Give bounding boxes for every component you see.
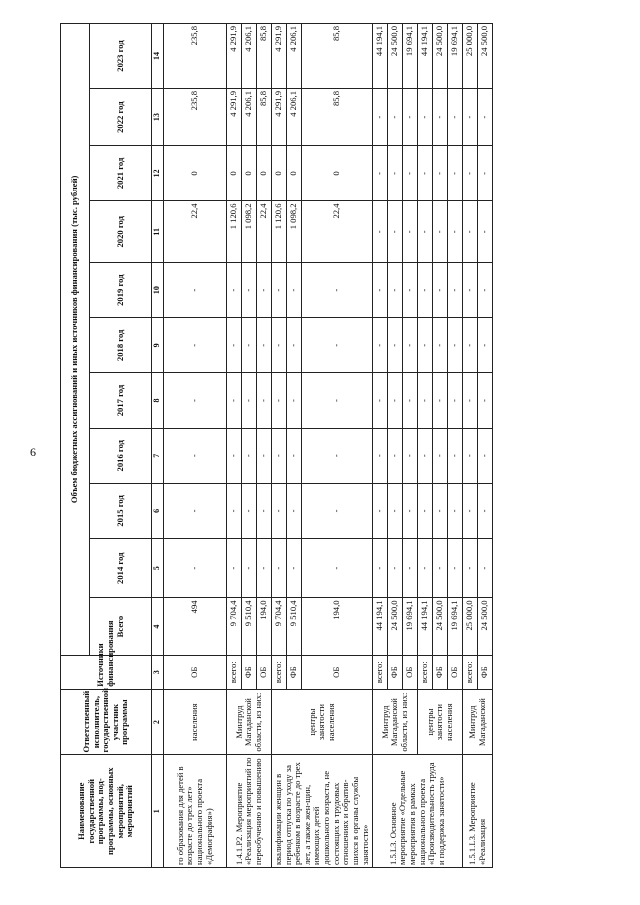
- value-2018: -: [302, 318, 373, 373]
- value-2022: -: [478, 89, 493, 146]
- value-total: 24 500,0: [433, 598, 448, 655]
- value-2018: -: [478, 318, 493, 373]
- measure-name: 1.5.L3. Основное мероприятие «Отдельные мероприятия в рамках национального проекта «Производительность труда и поддержка занятости»: [373, 755, 463, 868]
- value-2016: -: [448, 428, 463, 483]
- executor: Минтруд Магаданской области, из них:: [373, 689, 418, 755]
- measure-name: 1.5.1.L3. Мероприятие «Реализация: [463, 755, 493, 868]
- value-2016: -: [242, 428, 257, 483]
- value-2015: -: [418, 483, 433, 538]
- value-2018: -: [257, 318, 272, 373]
- value-2019: -: [287, 263, 302, 318]
- value-2017: -: [433, 373, 448, 428]
- value-2022: 4 291,9: [227, 89, 242, 146]
- value-2017: -: [287, 373, 302, 428]
- value-2020: -: [433, 201, 448, 263]
- table-row: [373, 24, 388, 868]
- column-number: 6: [152, 483, 164, 538]
- page-number: 6: [30, 445, 36, 459]
- value-2023: 25 000,0: [463, 24, 478, 89]
- value-2018: -: [373, 318, 388, 373]
- value-2019: -: [373, 263, 388, 318]
- value-2014: -: [463, 539, 478, 598]
- value-2021: 0: [257, 146, 272, 201]
- value-2021: -: [373, 146, 388, 201]
- value-2021: -: [433, 146, 448, 201]
- value-total: 19 694,1: [403, 598, 418, 655]
- value-2020: -: [373, 201, 388, 263]
- value-2022: 85,8: [302, 89, 373, 146]
- value-2020: -: [478, 201, 493, 263]
- value-2016: -: [403, 428, 418, 483]
- funding-source: ОБ: [403, 655, 418, 689]
- value-total: 9 510,4: [287, 598, 302, 655]
- column-number: 12: [152, 146, 164, 201]
- value-2017: -: [242, 373, 257, 428]
- value-2023: 19 694,1: [448, 24, 463, 89]
- value-2017: -: [164, 373, 227, 428]
- measure-name: квалификации женщин в период отпуска по уходу за ребенком в возрасте до трех лет, а также жен-щин, имеющих детей дошкольного возраста, не состоящих в трудовых отношениях и обратив-шихся в органы службы занятости»: [272, 755, 373, 868]
- value-2022: -: [433, 89, 448, 146]
- value-2016: -: [373, 428, 388, 483]
- header-year: 2023 год: [90, 24, 152, 89]
- value-2022: 4 291,9: [272, 89, 287, 146]
- value-2020: 1 098,2: [287, 201, 302, 263]
- value-2020: 1 098,2: [242, 201, 257, 263]
- value-2014: -: [164, 539, 227, 598]
- value-total: 24 500,0: [388, 598, 403, 655]
- value-2020: -: [448, 201, 463, 263]
- value-2022: -: [373, 89, 388, 146]
- value-2014: -: [448, 539, 463, 598]
- value-2019: -: [448, 263, 463, 318]
- value-2020: 1 120,6: [272, 201, 287, 263]
- value-2014: -: [403, 539, 418, 598]
- value-2014: -: [433, 539, 448, 598]
- value-2021: -: [388, 146, 403, 201]
- header-year: 2021 год: [90, 146, 152, 201]
- header-year: 2016 год: [90, 428, 152, 483]
- value-2019: -: [302, 263, 373, 318]
- value-2016: -: [164, 428, 227, 483]
- value-total: 194,0: [302, 598, 373, 655]
- value-2022: 85,8: [257, 89, 272, 146]
- value-2020: -: [418, 201, 433, 263]
- header-year: 2020 год: [90, 201, 152, 263]
- funding-source: ФБ: [478, 655, 493, 689]
- executor: населения: [164, 689, 227, 755]
- funding-source: всего:: [227, 655, 242, 689]
- column-number: 5: [152, 539, 164, 598]
- measure-name: 1.4.1.Р2. Мероприятие «Реализация мероприятий по переобучению и повышению: [227, 755, 272, 868]
- value-2016: -: [287, 428, 302, 483]
- funding-source: всего:: [272, 655, 287, 689]
- value-2021: -: [448, 146, 463, 201]
- value-2019: -: [418, 263, 433, 318]
- executor: центры занятости населения: [272, 689, 373, 755]
- value-2023: 24 500,0: [433, 24, 448, 89]
- header-year: 2015 год: [90, 483, 152, 538]
- value-total: 44 194,1: [418, 598, 433, 655]
- header-executor: Ответственный исполнитель, государственной участник программы: [61, 689, 152, 755]
- value-2022: 4 206,1: [242, 89, 257, 146]
- table-row: [463, 24, 478, 868]
- value-2015: -: [257, 483, 272, 538]
- rotated-table-container: [60, 23, 585, 868]
- financing-table: [60, 23, 493, 868]
- value-2014: -: [272, 539, 287, 598]
- value-2019: -: [257, 263, 272, 318]
- value-2017: -: [418, 373, 433, 428]
- value-2023: 19 694,1: [403, 24, 418, 89]
- header-year: 2014 год: [90, 539, 152, 598]
- value-2015: -: [302, 483, 373, 538]
- value-2014: -: [242, 539, 257, 598]
- value-2016: -: [478, 428, 493, 483]
- value-2023: 4 206,1: [242, 24, 257, 89]
- value-2015: -: [478, 483, 493, 538]
- value-2016: -: [257, 428, 272, 483]
- value-2017: -: [302, 373, 373, 428]
- value-2015: -: [448, 483, 463, 538]
- table-row: [272, 24, 287, 868]
- funding-source: всего:: [463, 655, 478, 689]
- value-2017: -: [448, 373, 463, 428]
- value-2018: -: [242, 318, 257, 373]
- value-2019: -: [478, 263, 493, 318]
- executor: Минтруд Магаданской области, из них:: [227, 689, 272, 755]
- value-2022: -: [418, 89, 433, 146]
- value-2017: -: [227, 373, 242, 428]
- value-2014: -: [287, 539, 302, 598]
- value-2019: -: [227, 263, 242, 318]
- value-2020: 22,4: [257, 201, 272, 263]
- column-number: 4: [152, 598, 164, 655]
- value-total: 9 510,4: [242, 598, 257, 655]
- value-2023: 44 194,1: [418, 24, 433, 89]
- value-2015: -: [388, 483, 403, 538]
- value-2018: -: [433, 318, 448, 373]
- value-2017: -: [478, 373, 493, 428]
- value-2021: 0: [227, 146, 242, 201]
- value-2019: -: [433, 263, 448, 318]
- value-2021: -: [463, 146, 478, 201]
- value-total: 19 694,1: [448, 598, 463, 655]
- column-number: 10: [152, 263, 164, 318]
- value-2021: -: [418, 146, 433, 201]
- executor: Минтруд Магаданской: [463, 689, 493, 755]
- value-2019: -: [388, 263, 403, 318]
- funding-source: ФБ: [242, 655, 257, 689]
- value-2019: -: [463, 263, 478, 318]
- value-2021: -: [478, 146, 493, 201]
- value-2021: 0: [302, 146, 373, 201]
- funding-source: ОБ: [302, 655, 373, 689]
- value-2015: -: [242, 483, 257, 538]
- column-number: 14: [152, 24, 164, 89]
- executor: центры занятости населения: [418, 689, 463, 755]
- value-2018: -: [448, 318, 463, 373]
- value-2015: -: [373, 483, 388, 538]
- value-2023: 24 500,0: [478, 24, 493, 89]
- column-number: 7: [152, 428, 164, 483]
- value-2021: 0: [164, 146, 227, 201]
- value-2018: -: [403, 318, 418, 373]
- header-year: 2019 год: [90, 263, 152, 318]
- column-number: 1: [152, 755, 164, 868]
- header-year: 2017 год: [90, 373, 152, 428]
- value-2022: 4 206,1: [287, 89, 302, 146]
- value-2016: -: [433, 428, 448, 483]
- value-total: 194,0: [257, 598, 272, 655]
- value-total: 25 000,0: [463, 598, 478, 655]
- value-2016: -: [418, 428, 433, 483]
- value-2016: -: [227, 428, 242, 483]
- funding-source: ОБ: [164, 655, 227, 689]
- value-2019: -: [403, 263, 418, 318]
- header-source: Источники финансирования: [61, 655, 152, 689]
- value-2015: -: [463, 483, 478, 538]
- column-number: 13: [152, 89, 164, 146]
- value-2017: -: [403, 373, 418, 428]
- value-2014: -: [373, 539, 388, 598]
- funding-source: ФБ: [433, 655, 448, 689]
- value-2015: -: [403, 483, 418, 538]
- funding-source: всего:: [418, 655, 433, 689]
- value-2021: 0: [242, 146, 257, 201]
- value-2017: -: [373, 373, 388, 428]
- value-2020: 1 120,6: [227, 201, 242, 263]
- value-2018: -: [388, 318, 403, 373]
- column-number-row: [152, 24, 164, 868]
- value-2023: 85,8: [302, 24, 373, 89]
- column-number: 9: [152, 318, 164, 373]
- value-2021: 0: [272, 146, 287, 201]
- table-row: [227, 24, 242, 868]
- value-2023: 4 206,1: [287, 24, 302, 89]
- value-2022: -: [448, 89, 463, 146]
- value-2016: -: [272, 428, 287, 483]
- value-total: 24 500,0: [478, 598, 493, 655]
- value-2016: -: [463, 428, 478, 483]
- value-2021: -: [403, 146, 418, 201]
- value-2018: -: [272, 318, 287, 373]
- value-2019: -: [164, 263, 227, 318]
- measure-name: го образования для детей в возрасте до трех лет» национального проекта «Демография»): [164, 755, 227, 868]
- value-2023: 4 291,9: [227, 24, 242, 89]
- value-2023: 24 500,0: [388, 24, 403, 89]
- value-2015: -: [164, 483, 227, 538]
- value-2022: -: [388, 89, 403, 146]
- value-2016: -: [302, 428, 373, 483]
- value-2015: -: [227, 483, 242, 538]
- funding-source: ФБ: [388, 655, 403, 689]
- value-2022: -: [463, 89, 478, 146]
- value-2018: -: [418, 318, 433, 373]
- value-2018: -: [164, 318, 227, 373]
- value-2014: -: [418, 539, 433, 598]
- value-2014: -: [478, 539, 493, 598]
- value-total: 9 704,4: [227, 598, 242, 655]
- value-2017: -: [463, 373, 478, 428]
- header-year: 2022 год: [90, 89, 152, 146]
- value-total: 9 704,4: [272, 598, 287, 655]
- value-2015: -: [272, 483, 287, 538]
- header-funding-group: Объем бюджетных ассигнований и иных источников финансирования (тыс. рублей): [61, 24, 90, 656]
- table-row: [164, 24, 227, 868]
- value-2020: 22,4: [302, 201, 373, 263]
- value-2018: -: [463, 318, 478, 373]
- value-2019: -: [242, 263, 257, 318]
- value-2017: -: [388, 373, 403, 428]
- column-number: 3: [152, 655, 164, 689]
- value-2023: 235,8: [164, 24, 227, 89]
- value-2020: -: [388, 201, 403, 263]
- value-2014: -: [388, 539, 403, 598]
- value-2015: -: [433, 483, 448, 538]
- value-total: 494: [164, 598, 227, 655]
- value-2022: 235,8: [164, 89, 227, 146]
- value-2014: -: [227, 539, 242, 598]
- column-number: 2: [152, 689, 164, 755]
- table-row: [418, 24, 433, 868]
- value-2016: -: [388, 428, 403, 483]
- value-2018: -: [227, 318, 242, 373]
- value-2022: -: [403, 89, 418, 146]
- funding-source: ФБ: [287, 655, 302, 689]
- column-number: 11: [152, 201, 164, 263]
- header-name: Наименование государственной программы, под-программы, основных мероприятий, мероприятий: [61, 755, 152, 868]
- value-2015: -: [287, 483, 302, 538]
- funding-source: всего:: [373, 655, 388, 689]
- value-total: 44 194,1: [373, 598, 388, 655]
- value-2014: -: [302, 539, 373, 598]
- funding-source: ОБ: [448, 655, 463, 689]
- value-2020: -: [403, 201, 418, 263]
- value-2020: -: [463, 201, 478, 263]
- header-year: 2018 год: [90, 318, 152, 373]
- value-2023: 44 194,1: [373, 24, 388, 89]
- value-2023: 4 291,9: [272, 24, 287, 89]
- value-2018: -: [287, 318, 302, 373]
- header-total: Всего: [90, 598, 152, 655]
- value-2014: -: [257, 539, 272, 598]
- value-2017: -: [272, 373, 287, 428]
- column-number: 8: [152, 373, 164, 428]
- value-2023: 85,8: [257, 24, 272, 89]
- value-2017: -: [257, 373, 272, 428]
- value-2020: 22,4: [164, 201, 227, 263]
- value-2021: 0: [287, 146, 302, 201]
- value-2019: -: [272, 263, 287, 318]
- funding-source: ОБ: [257, 655, 272, 689]
